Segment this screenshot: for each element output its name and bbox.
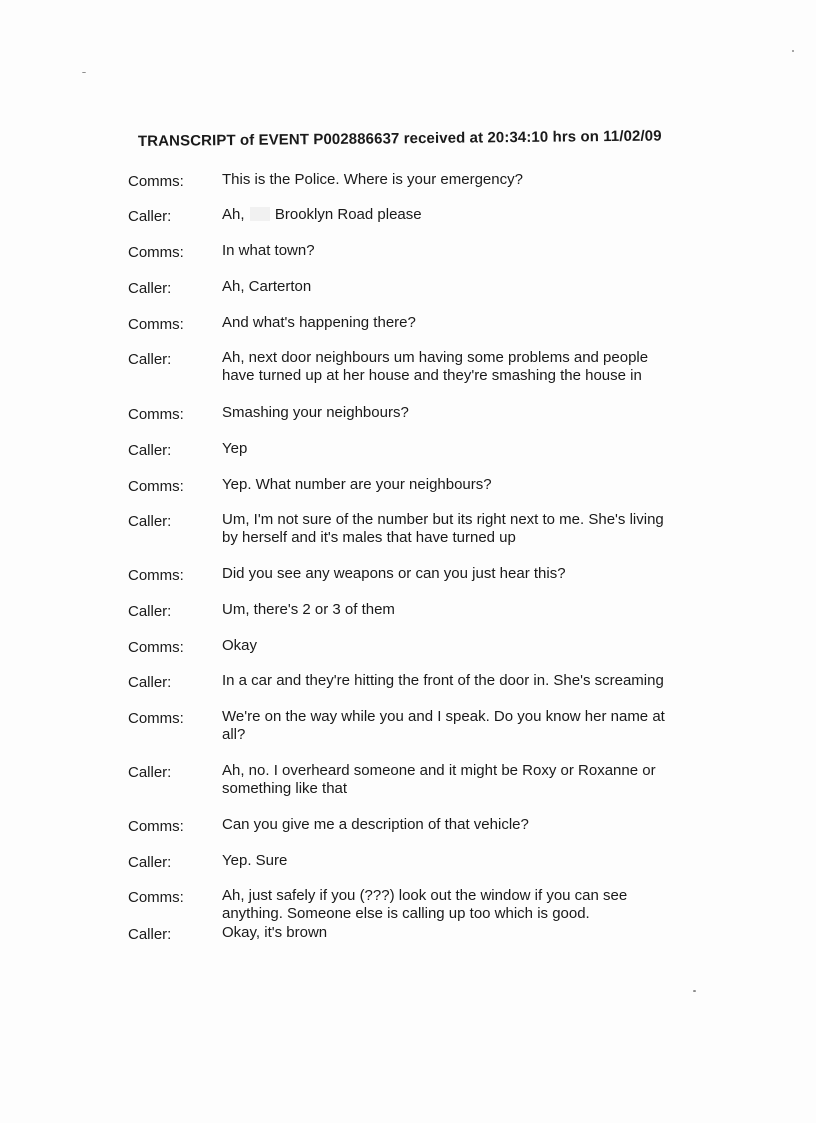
utterance-line: In what town? [222,242,315,259]
utterance-line: Ah, just safely if you (???) look out the window if you can see [222,887,628,904]
utterance-line: something like that [222,780,348,797]
speaker-label: Comms: [128,173,184,190]
utterance-line: Did you see any weapons or can you just hear this? [222,565,566,582]
speaker-label: Caller: [128,764,172,781]
speaker-label: Comms: [128,244,184,261]
utterance-line: Um, I'm not sure of the number but its right next to me. She's living [222,511,664,528]
utterance-line: Okay, it's brown [222,924,328,941]
utterance-line: And what's happening there? [222,314,416,331]
utterance-line: Yep. What number are your neighbours? [222,476,492,493]
transcript-title: TRANSCRIPT of EVENT P002886637 received at 20:34:10 hrs on 11/02/09 [137,127,662,150]
speaker-label: Caller: [128,854,172,871]
speaker-label: Comms: [128,567,184,584]
speaker-label: Caller: [128,442,172,459]
speaker-label: Caller: [128,351,172,368]
utterance-line: Yep [222,440,248,457]
utterance-line: Yep. Sure [222,852,288,869]
utterance-fragment: Brooklyn Road please [274,206,422,223]
utterance-line: Okay [222,637,258,654]
speaker-label: Comms: [128,478,184,495]
speaker-label: Caller: [128,603,172,620]
utterance-line: Um, there's 2 or 3 of them [222,601,395,618]
utterance-line: Can you give me a description of that vehicle? [222,816,529,833]
utterance-line: We're on the way while you and I speak. Do you know her name at [222,708,665,725]
utterance-line: all? [222,726,246,743]
redacted-house-number [250,207,270,221]
utterance-line: Ah, next door neighbours um having some problems and people [222,349,649,366]
utterance-line: anything. Someone else is calling up too which is good. [222,905,590,922]
speaker-label: Comms: [128,639,184,656]
utterance-line: Ah, no. I overheard someone and it might be Roxy or Roxanne or [222,762,656,779]
speaker-label: Comms: [128,710,184,727]
speaker-label: Comms: [128,406,184,423]
utterance-line: Smashing your neighbours? [222,404,409,421]
utterance-line [222,206,702,224]
speaker-label: Caller: [128,674,172,691]
speaker-label: Caller: [128,513,172,530]
speaker-label: Caller: [128,280,172,297]
speaker-label: Comms: [128,818,184,835]
utterance-line: This is the Police. Where is your emergency? [222,171,523,188]
utterance-line: In a car and they're hitting the front of the door in. She's screaming [222,672,664,689]
utterance-fragment: Ah, [222,206,245,223]
speaker-label: Comms: [128,889,184,906]
speaker-label: Caller: [128,208,172,225]
utterance-line: have turned up at her house and they're smashing the house in [222,367,642,384]
speaker-label: Caller: [128,926,172,943]
utterance-line: by herself and it's males that have turned up [222,529,516,546]
utterance-line: Ah, Carterton [222,278,312,295]
speaker-label: Comms: [128,316,184,333]
